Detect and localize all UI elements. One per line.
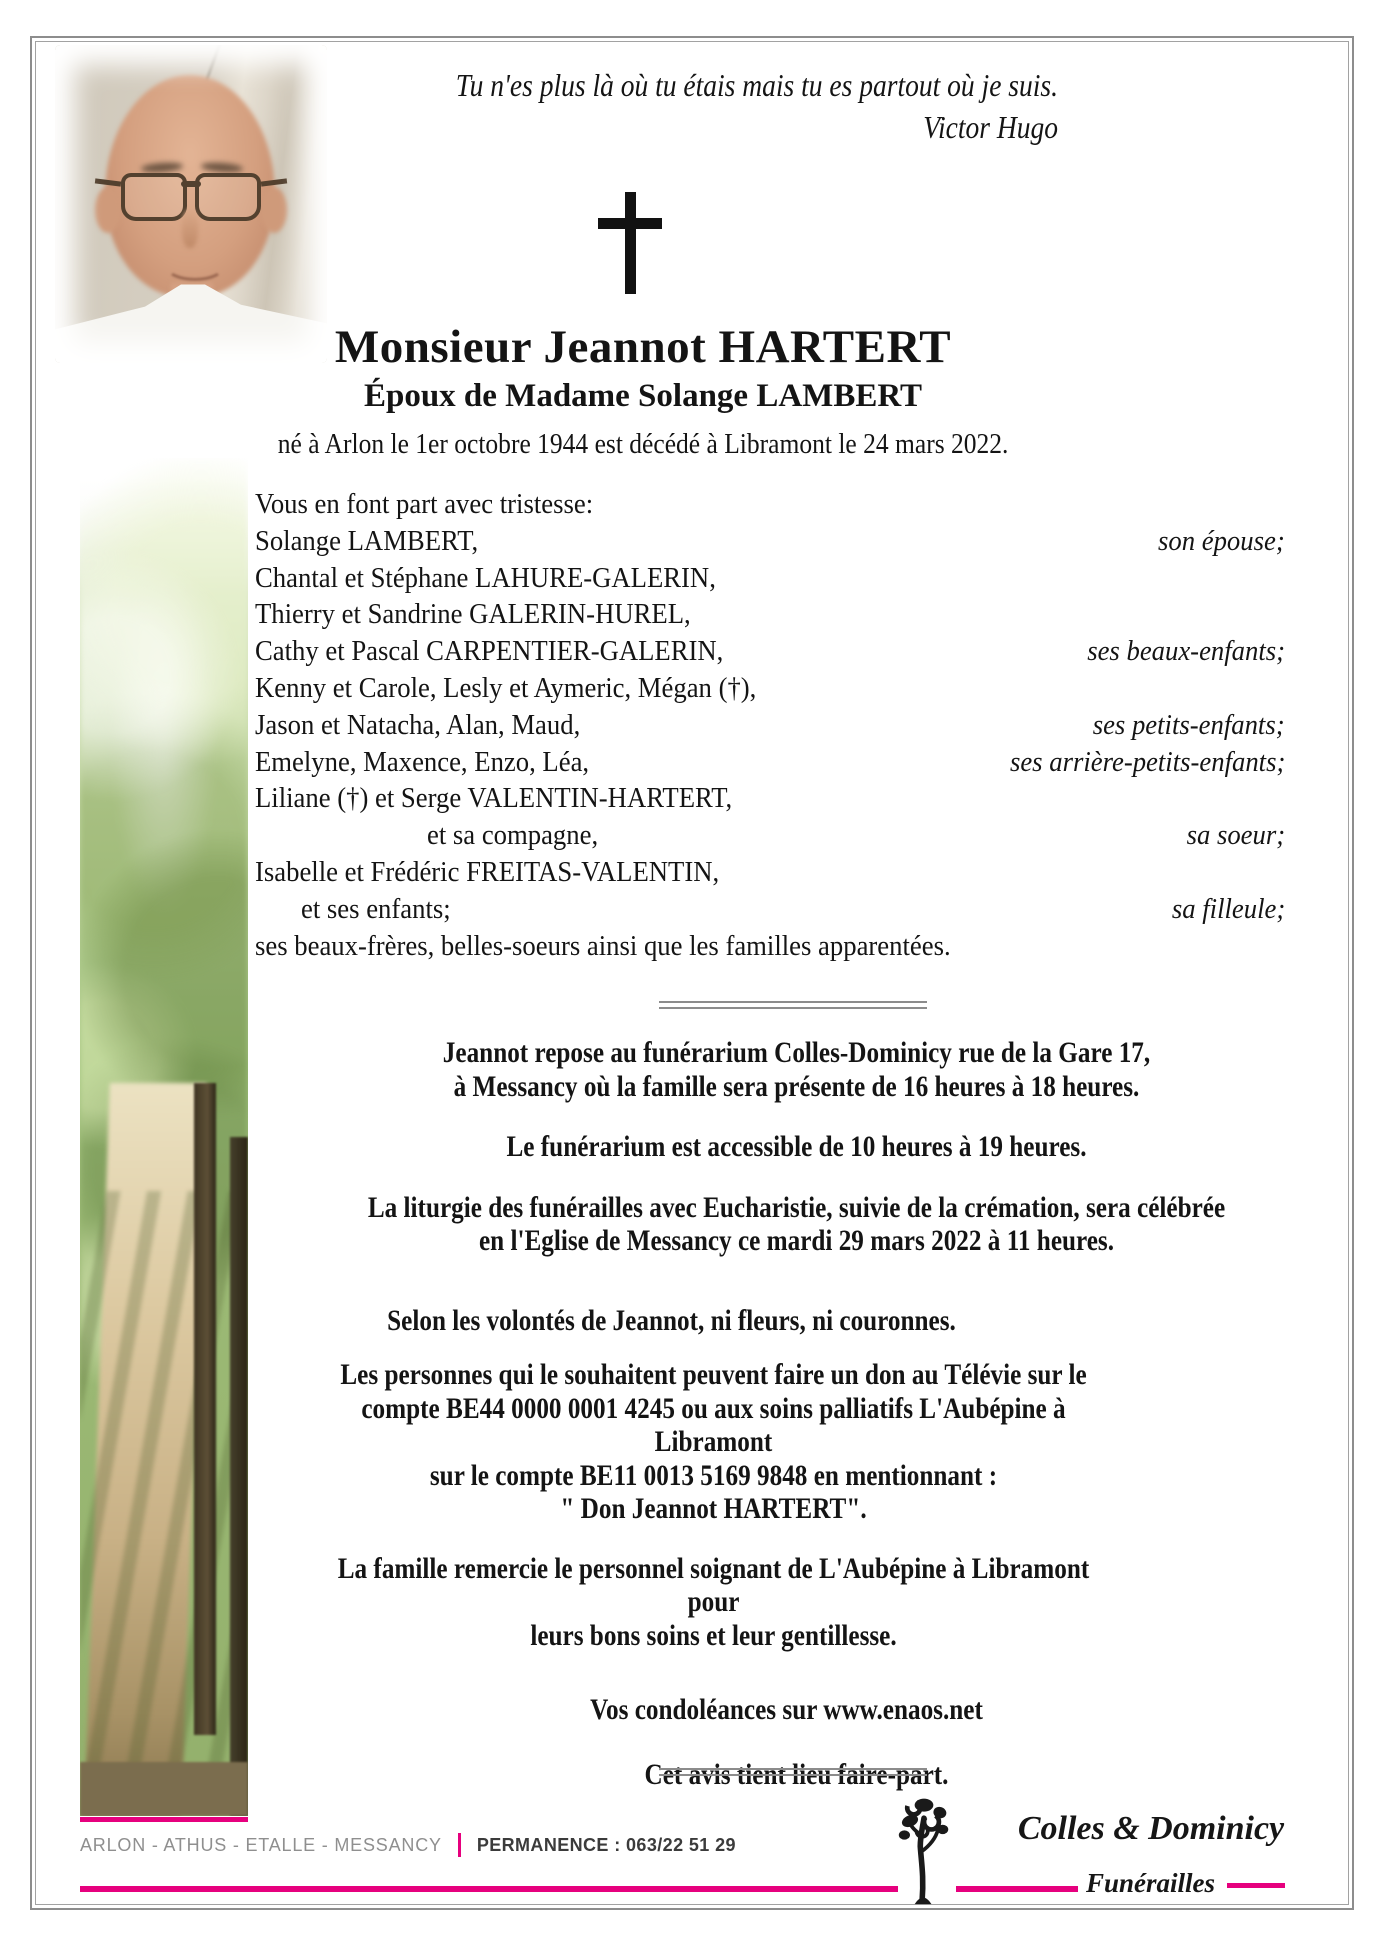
quote-text: Tu n'es plus là où tu étais mais tu es partout où je suis. [455, 67, 1058, 103]
family-line: Isabelle et Frédéric FREITAS-VALENTIN, [255, 855, 720, 888]
forest-path-photo [80, 458, 248, 1816]
condolences-paragraph [334, 1693, 1239, 1727]
paragraph-line: en l'Eglise de Messancy ce mardi 29 mars 2022 à 11 heures. [478, 1224, 1115, 1257]
paragraph-line: compte BE44 0000 0001 4245 ou aux soins palliatifs L'Aubépine à Libramont [361, 1391, 1066, 1458]
tree-trunk [194, 1083, 216, 1735]
tree-trunk [230, 1137, 248, 1816]
paragraph-line: Le funérarium est accessible de 10 heures à 19 heures. [506, 1130, 1087, 1163]
repose-paragraph [336, 1036, 1257, 1103]
paragraph-line: " Don Jeannot HARTERT". [560, 1492, 867, 1525]
thanks-paragraph [322, 1552, 1104, 1653]
family-line: Liliane (†) et Serge VALENTIN-HARTERT, [255, 782, 733, 815]
footer-accent-line [80, 1886, 898, 1892]
paragraph-line: Cet avis tient lieu faire-part. [644, 1757, 949, 1791]
family-line: Thierry et Sandrine GALERIN-HUREL, [255, 598, 691, 631]
family-intro: Vous en font part avec tristesse: [255, 488, 594, 520]
brand-tagline-text: Funérailles [1086, 1868, 1216, 1898]
quote-author: Victor Hugo [923, 109, 1058, 145]
photo-feathered-edge [55, 45, 327, 363]
brand-tagline-dash [1227, 1883, 1285, 1888]
deceased-heading [228, 320, 1058, 464]
flowers-paragraph [316, 1304, 1027, 1338]
family-line: Jason et Natacha, Alan, Maud, ses petits-enfants; [255, 708, 1285, 741]
donation-paragraph [322, 1358, 1104, 1526]
brand-name: Colles & Dominicy [1017, 1810, 1285, 1847]
footer-cities: ARLON - ATHUS - ETALLE - MESSANCY [80, 1834, 442, 1855]
paragraph-line: Selon les volontés de Jeannot, ni fleurs, ni couronnes. [387, 1303, 956, 1337]
family-line: Cathy et Pascal CARPENTIER-GALERIN, ses beaux-enfants; [255, 635, 1285, 668]
liturgy-paragraph [336, 1191, 1257, 1258]
footer-accent-line [956, 1886, 1078, 1892]
cross-icon [598, 192, 662, 294]
family-line: Chantal et Stéphane LAHURE-GALERIN, [255, 561, 716, 594]
photo-accent-bar [80, 1817, 248, 1822]
announcement-paragraphs [248, 1036, 1345, 1791]
footer-divider-bar [458, 1833, 461, 1857]
double-rule-separator [659, 1768, 927, 1776]
paragraph-line: Les personnes qui le souhaitent peuvent faire un don au Télévie sur le [340, 1358, 1087, 1391]
family-line: Solange LAMBERT, son épouse; [255, 524, 1285, 557]
paragraph-line: Jeannot repose au funérarium Colles-Dominicy rue de la Gare 17, [442, 1036, 1151, 1069]
family-list [255, 486, 1285, 964]
funerarium-hours-paragraph [336, 1130, 1257, 1164]
footer-permanence: PERMANENCE : 063/22 51 29 [476, 1834, 736, 1855]
family-line: et ses enfants; sa filleule; [301, 892, 1285, 925]
deceased-name: Monsieur Jeannot HARTERT [334, 321, 952, 373]
double-rule-separator [659, 1001, 927, 1009]
paragraph-line: à Messancy où la famille sera présente de 16 heures à 18 heures. [453, 1069, 1140, 1103]
paragraph-line: sur le compte BE11 0013 5169 9848 en mentionnant : [429, 1458, 998, 1492]
paragraph-line: leurs bons soins et leur gentillesse. [530, 1618, 897, 1652]
paragraph-line: La famille remercie le personnel soignant de L'Aubépine à Libramont pour [337, 1551, 1090, 1618]
footer-meta [80, 1833, 736, 1857]
tree-icon [896, 1793, 952, 1905]
brand-tagline [1086, 1868, 1285, 1899]
family-line: Kenny et Carole, Lesly et Aymeric, Mégan (†), [255, 671, 757, 704]
birth-death-line: né à Arlon le 1er octobre 1944 est décédé à Libramont le 24 mars 2022. [277, 428, 1009, 460]
memorial-quote [344, 64, 1058, 148]
family-closing-line: ses beaux-frères, belles-soeurs ainsi que les familles apparentées. [255, 929, 951, 962]
portrait-photo [55, 45, 327, 363]
paragraph-line: Vos condoléances sur www.enaos.net [590, 1693, 983, 1726]
deceased-spouse-line: Époux de Madame Solange LAMBERT [363, 378, 923, 414]
family-line: et sa compagne, sa soeur; [427, 819, 1285, 852]
paragraph-line: La liturgie des funérailles avec Eucharistie, suivie de la crémation, sera célébrée [367, 1190, 1226, 1224]
family-line: Emelyne, Maxence, Enzo, Léa, ses arrière-petits-enfants; [255, 745, 1285, 778]
